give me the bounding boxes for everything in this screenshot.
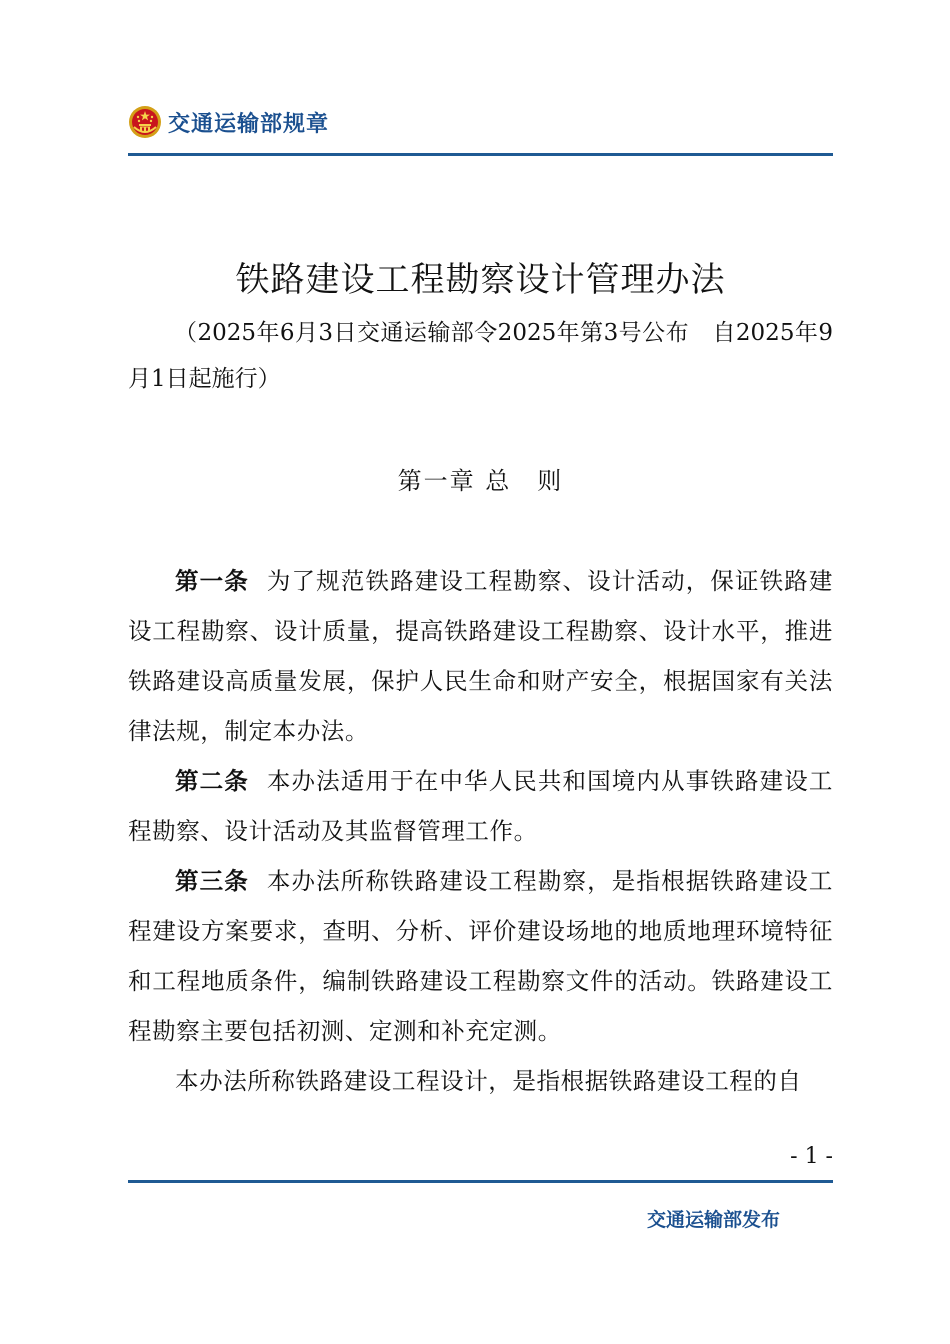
article-paragraph xyxy=(128,756,833,856)
document-body xyxy=(128,556,833,1106)
article-label: 第三条 xyxy=(175,867,249,895)
header-divider xyxy=(128,153,833,156)
promulgation-note: （2025年6月3日交通运输部令2025年第3号公布 自2025年9月1日起施行） xyxy=(128,320,833,392)
continuation-paragraph: 本办法所称铁路建设工程设计，是指根据铁路建设工程的自 xyxy=(175,1067,802,1095)
document-title: 铁路建设工程勘察设计管理办法 xyxy=(235,260,726,300)
article-paragraph xyxy=(128,856,833,1056)
header-title: 交通运输部规章 xyxy=(168,111,330,137)
article-label: 第二条 xyxy=(175,767,249,795)
article-text: 本办法所称铁路建设工程勘察，是指根据铁路建设工程建设方案要求，查明、分析、评价建设场地的地质地理环境特征和工程地质条件，编制铁路建设工程勘察文件的活动。铁路建设工程勘察主要包括初测、定测和补充定测。 xyxy=(128,867,833,1045)
article-text: 本办法适用于在中华人民共和国境内从事铁路建设工程勘察、设计活动及其监督管理工作。 xyxy=(128,767,833,845)
national-emblem-icon xyxy=(128,105,162,139)
article-label: 第一条 xyxy=(175,567,249,595)
page-number: - 1 - xyxy=(790,1144,833,1169)
article-text: 为了规范铁路建设工程勘察、设计活动，保证铁路建设工程勘察、设计质量，提高铁路建设工程勘察、设计水平，推进铁路建设高质量发展，保护人民生命和财产安全，根据国家有关法律法规，制定本办法。 xyxy=(128,567,833,745)
footer-divider xyxy=(128,1180,833,1183)
article-paragraph xyxy=(128,556,833,756)
chapter-heading: 第一章 总 则 xyxy=(397,467,564,495)
footer-publisher: 交通运输部发布 xyxy=(646,1209,780,1231)
page-header xyxy=(128,100,833,144)
